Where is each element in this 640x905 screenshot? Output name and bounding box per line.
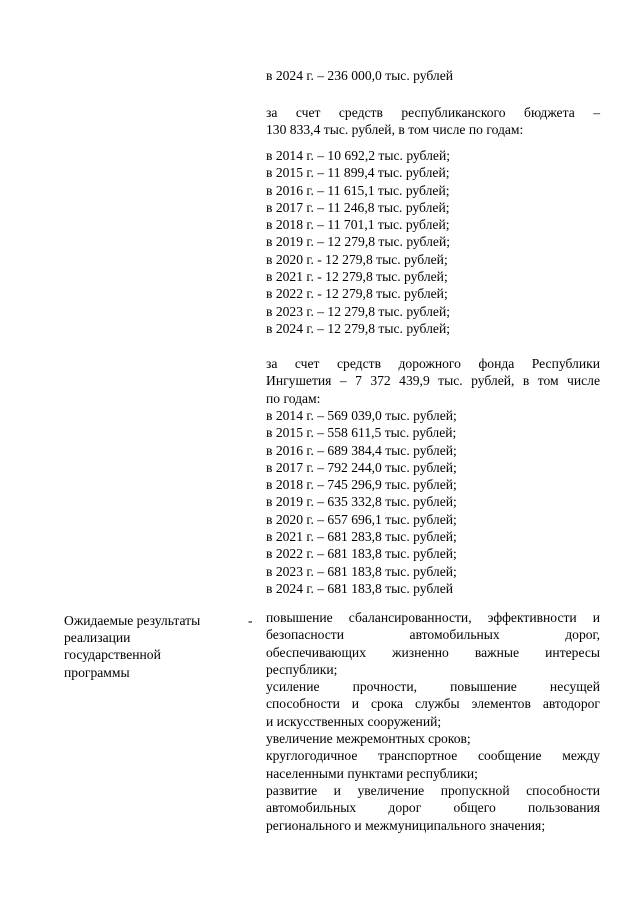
intro-line: Ингушетия – 7 372 439,9 тыс. рублей, в том числе (266, 373, 600, 389)
result-item (266, 609, 600, 678)
year-line: в 2024 г. – 12 279,8 тыс. рублей; (266, 320, 450, 336)
result-line: республики; (266, 661, 338, 677)
result-line: безопасности автомобильных дорог, (266, 627, 600, 643)
result-line: регионального и межмуниципального значения; (266, 817, 546, 833)
year-line: в 2023 г. – 12 279,8 тыс. рублей; (266, 303, 450, 319)
intro-line: за счет средств республиканского бюджета – (266, 105, 600, 120)
result-item (266, 678, 600, 730)
year-line: в 2014 г. – 10 692,2 тыс. рублей; (266, 148, 450, 163)
result-item (266, 782, 600, 834)
result-line: развитие и увеличение пропускной способности (266, 782, 600, 798)
expected-results-label (64, 612, 234, 681)
result-line: обеспечивающих жизненно важные интересы (266, 644, 600, 660)
result-line: способности и срока службы элементов автодорог (266, 696, 600, 712)
year-line: в 2020 г. – 657 696,1 тыс. рублей; (266, 511, 457, 527)
year-line: в 2015 г. – 11 899,4 тыс. рублей; (266, 165, 450, 181)
year-line: в 2019 г. – 12 279,8 тыс. рублей; (266, 234, 450, 250)
label-line: государственной (64, 647, 161, 663)
year-line: в 2022 г. – 681 183,8 тыс. рублей; (266, 546, 457, 562)
funding-2024-total: в 2024 г. – 236 000,0 тыс. рублей (266, 68, 454, 83)
republic-budget-years (266, 147, 600, 337)
result-line: усиление прочности, повышение несущей (266, 679, 600, 695)
result-line: повышение сбалансированности, эффективности и (266, 610, 600, 625)
label-line: программы (64, 664, 130, 680)
year-line: в 2019 г. – 635 332,8 тыс. рублей; (266, 494, 457, 510)
year-line: в 2016 г. – 689 384,4 тыс. рублей; (266, 442, 457, 458)
result-line: круглогодичное транспортное сообщение между (266, 748, 600, 764)
year-line: в 2022 г. - 12 279,8 тыс. рублей; (266, 286, 448, 302)
republic-budget-intro (266, 104, 600, 139)
year-line: в 2018 г. – 745 296,9 тыс. рублей; (266, 477, 457, 493)
intro-line: по годам: (266, 390, 321, 406)
year-line: в 2024 г. – 681 183,8 тыс. рублей (266, 580, 454, 596)
year-line: в 2015 г. – 558 611,5 тыс. рублей; (266, 425, 457, 441)
year-line: в 2021 г. – 681 283,8 тыс. рублей; (266, 529, 457, 545)
year-line: в 2023 г. – 681 183,8 тыс. рублей; (266, 563, 457, 579)
label-line: реализации (64, 630, 131, 646)
expected-results-list (266, 609, 600, 834)
year-line: в 2018 г. – 11 701,1 тыс. рублей; (266, 217, 450, 233)
year-line: в 2021 г. - 12 279,8 тыс. рублей; (266, 269, 448, 285)
label-dash: - (248, 613, 253, 628)
road-fund-intro (266, 355, 600, 407)
year-line: в 2016 г. – 11 615,1 тыс. рублей; (266, 182, 450, 198)
result-line: увеличение межремонтных сроков; (266, 731, 471, 747)
road-fund-years (266, 407, 600, 597)
year-line: в 2017 г. – 11 246,8 тыс. рублей; (266, 199, 450, 215)
result-line: и искусственных сооружений; (266, 713, 442, 729)
year-line: в 2014 г. – 569 039,0 тыс. рублей; (266, 408, 457, 423)
year-line: в 2017 г. – 792 244,0 тыс. рублей; (266, 459, 457, 475)
intro-line: 130 833,4 тыс. рублей, в том числе по годам: (266, 122, 524, 138)
result-item (266, 747, 600, 782)
year-line: в 2020 г. - 12 279,8 тыс. рублей; (266, 251, 448, 267)
result-line: населенными пунктами республики; (266, 765, 478, 781)
result-item (266, 730, 600, 747)
label-line: Ожидаемые результаты (64, 613, 201, 628)
intro-line: за счет средств дорожного фонда Республики (266, 356, 600, 371)
result-line: автомобильных дорог общего пользования (266, 800, 600, 816)
